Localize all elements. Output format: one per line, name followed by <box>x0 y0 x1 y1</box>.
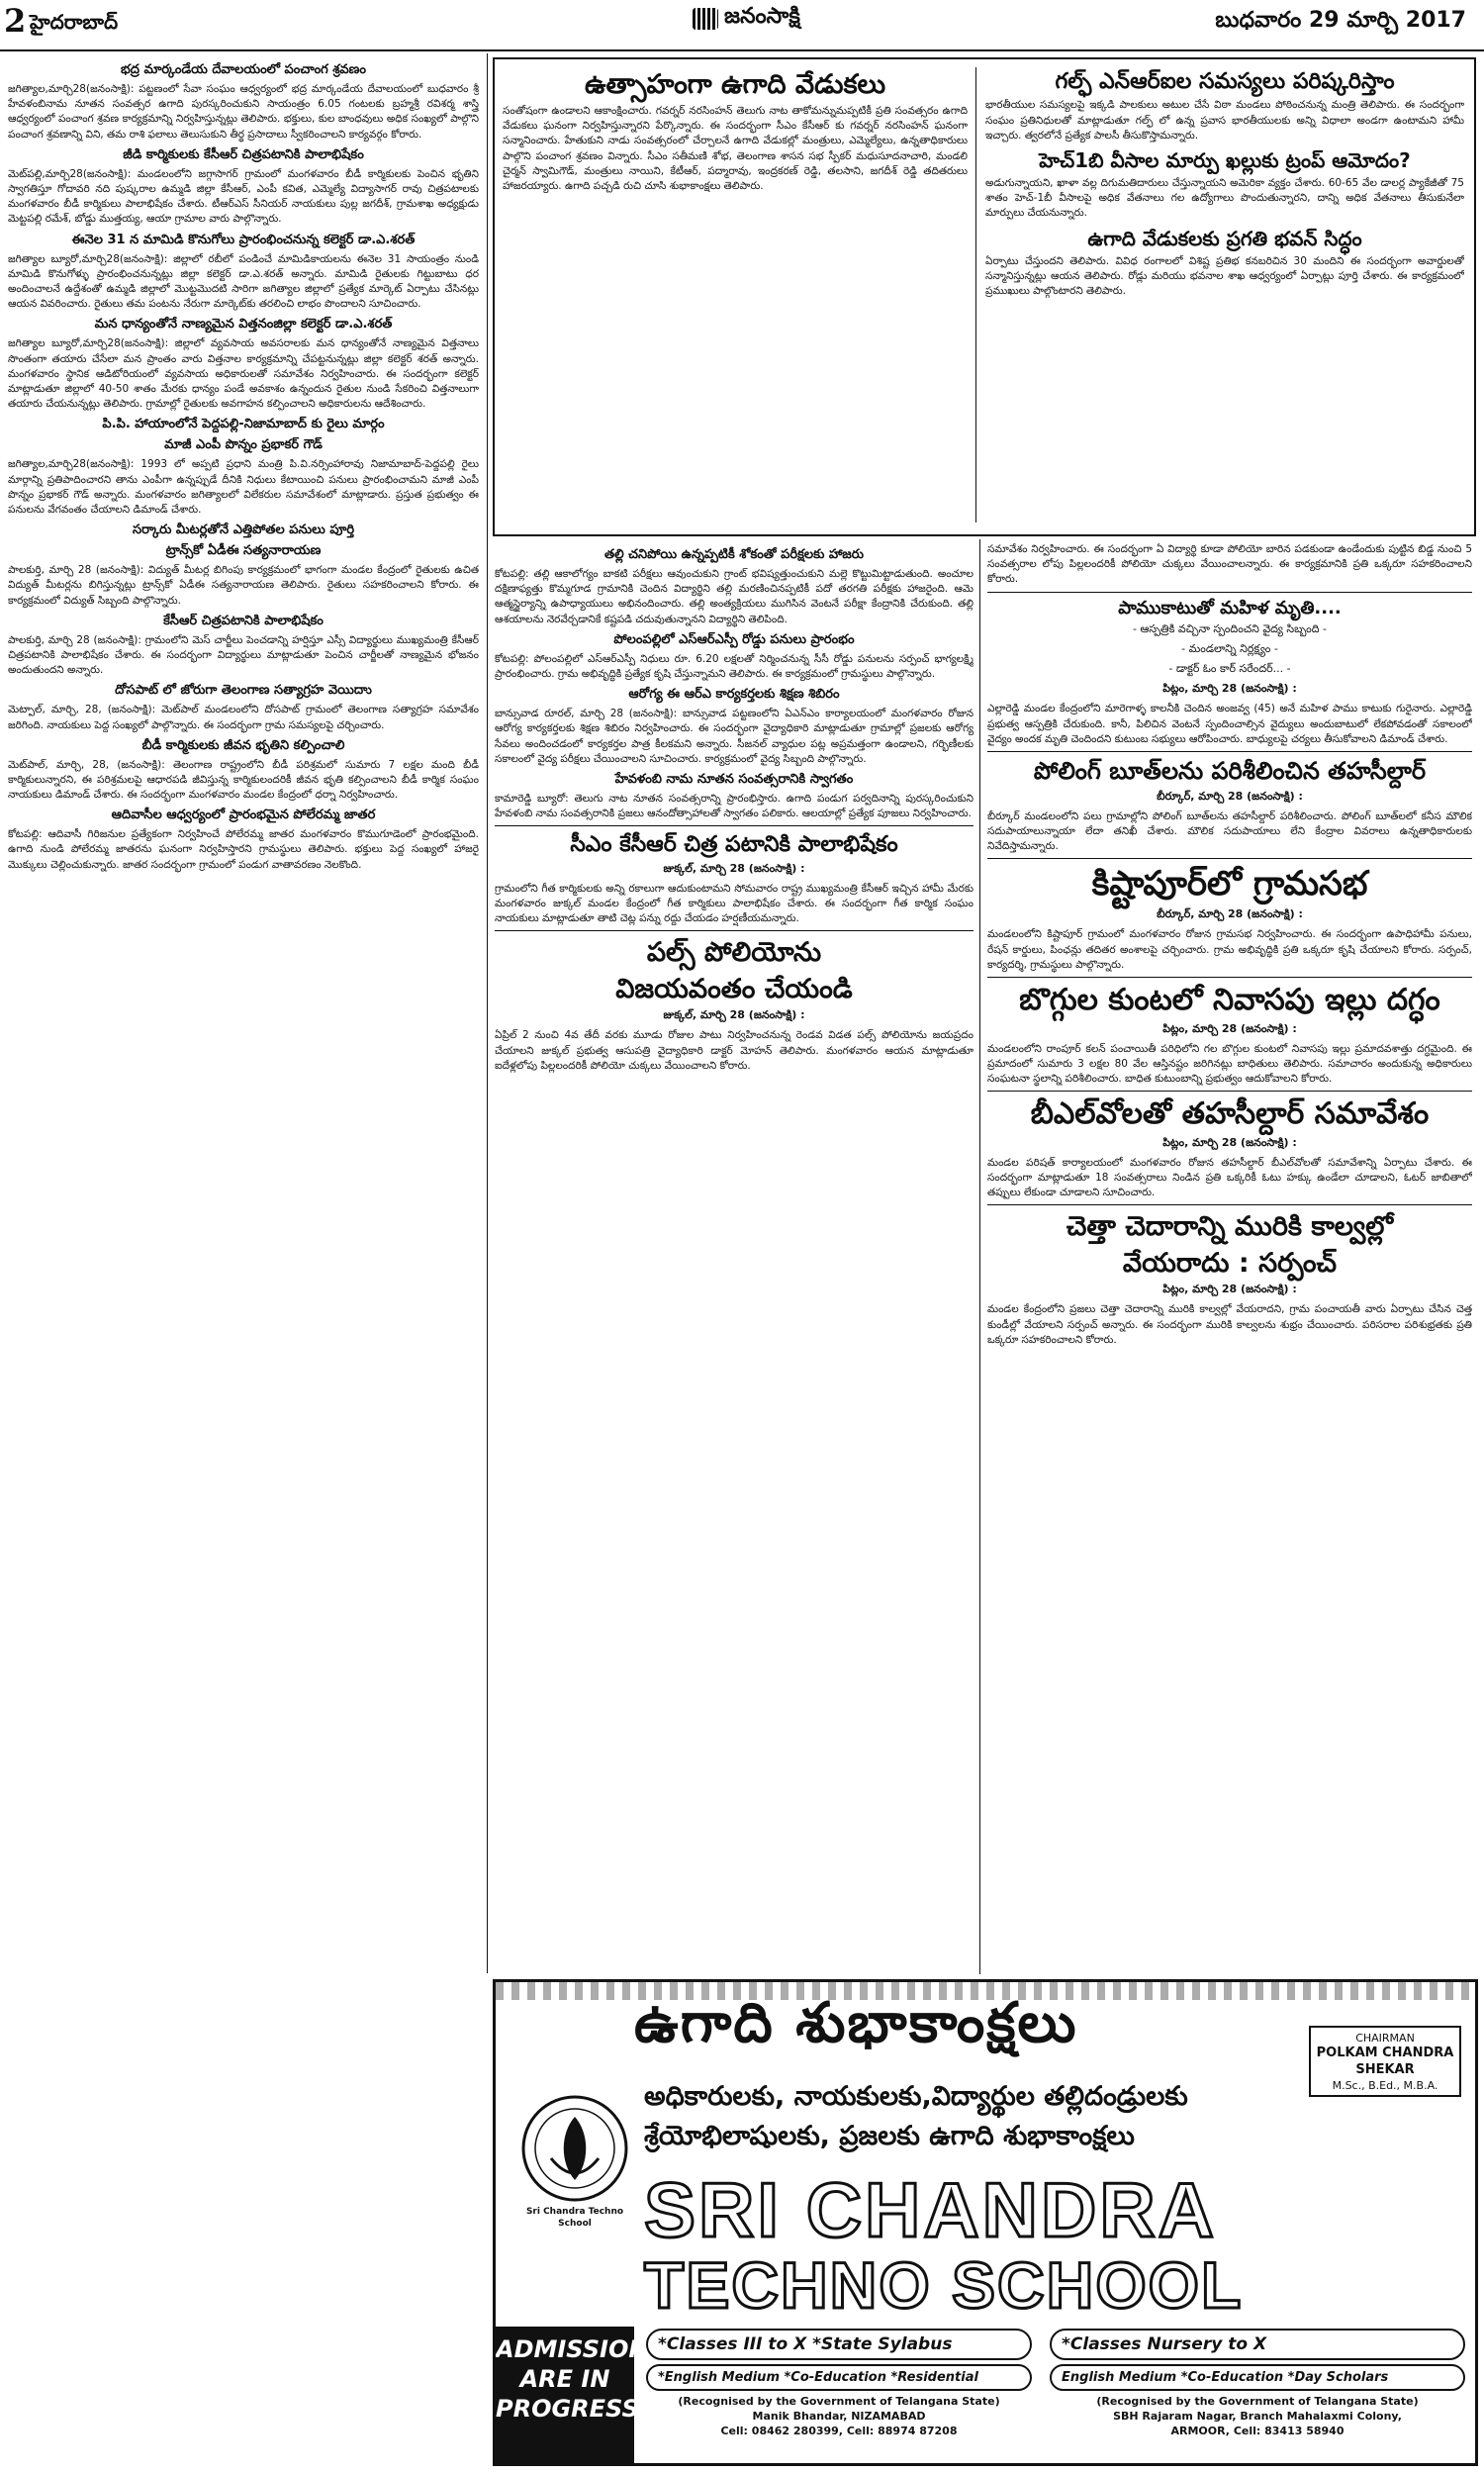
article-headline: పల్స్ పోలియోను <box>646 937 822 969</box>
article-body: ఏర్పాటు చేస్తుందని తెలిపారు. వివిధ రంగాలలో విశిష్ట ప్రతిభ కనబరిచిన 30 మందిని ఈ సందర్భంగా అవార్డులతో సన్మానిస్తున్నట్లు ఆయన తెలిపారు. రోడ్లు మరియు భవనాల శాఖ ఆధ్వర్యంలో ఏర్పాట్లు పూర్తి చేశారు. ఈ కార్యక్రమంలో ప్రముఖులు పాల్గొంటారని తెలిపారు. <box>985 254 1464 298</box>
section-rule <box>987 592 1472 593</box>
article-body: బీర్కూర్ మండలంలోని పలు గ్రామాల్లోని పోలింగ్ బూత్‌లను తహసీల్దార్ పరిశీలించారు. పోలింగ్ బూత్‌లలో కనీస మౌలిక సదుపాయాలున్నాయా లేదా తనిఖీ చేశారు. మౌలిక సదుపాయాలు లేని కేంద్రాల వివరాలు ఉన్నతాధికారులకు నివేదిస్తామన్నారు. <box>987 809 1472 853</box>
article-headline: పి.పి. హాయాంలోనే పెద్దపల్లి-నిజామాబాద్ కు రైలు మార్గం <box>102 417 385 432</box>
ad-school-name: TECHNO SCHOOL <box>644 2248 1244 2322</box>
article-headline: తల్లి చనిపోయి ఉన్నప్పటికీ శోకంతో పరీక్షలకు హాజరు <box>603 547 865 562</box>
column-middle <box>495 542 974 1973</box>
article-subheadline: ట్రాన్స్‌కో ఏడీఈ సత్యనారాయణ <box>165 543 322 559</box>
article-headline: బీడీ కార్మికులకు జీవన భృతిని కల్పించాలి <box>141 737 345 753</box>
ad-greeting-line: అధికారులకు, నాయకులకు,విద్యార్థుల తల్లిదండ్రులకు <box>644 2081 1188 2112</box>
page-number: 2 <box>4 2 27 40</box>
article-headline: ఉగాది వేడుకలకు ప్రగతి భవన్ సిద్ధం <box>1087 226 1362 250</box>
column-divider <box>975 67 976 523</box>
section-rule <box>987 977 1472 978</box>
ad-medium: English Medium *Co-Education *Day Scholars <box>1050 2364 1465 2391</box>
article-headline: గల్ఫ్ ఎన్ఆర్ఐల సమస్యలు పరిష్కరిస్తాం <box>1055 69 1395 94</box>
article-body: జగిత్యాల బ్యూరో,మార్చి28(జనంసాక్షి): జిల్లాలో వ్యవసాయ అవసరాలకు మన ధాన్యంతోనే నాణ్యమైన విత్తనాలు సొంతంగా తయారు చేసేలా మన ప్రాంతం వారు విత్తనాల కార్యక్రమాన్ని చేపట్టనున్నట్లు జిల్లా కలెక్టర్ శరత్ అన్నారు. మంగళవారం స్థానిక ఆడిటోరియంలో వ్యవసాయ అధికారులతో సమావేశం నిర్వహించారు. ఈ సందర్భంగా కలెక్టర్ మాట్లాడుతూ జిల్లాలో 40-50 శాతం మేరకు ధాన్యం పండే అవకాశం ఉన్నందున రైతుల నుండి సేకరించి విత్తనాలుగా తయారు చేయనున్నట్లు తెలిపారు. గ్రామాల్లో రైతులకు అవగాహన కల్పించాలని అధికారులను ఆదేశించారు. <box>8 337 479 411</box>
article-body: పాలకుర్తి, మార్చి 28 (జనంసాక్షి): గ్రామంలోని మెస్ చార్జీలు పెంచడాన్ని హర్షిస్తూ ఎస్సీ విద్యార్థులు ముఖ్యమంత్రి కేసీఆర్ చిత్రపటానికి పాలాభిషేకం చేశారు. ఈ సందర్భంగా విద్యార్థులు మాట్లాడుతూ పెంచిన చార్జీలతో నాణ్యమైన భోజనం అందుతుందని అన్నారు. <box>8 633 479 677</box>
article-headline: బొగ్గుల కుంటలో నివాసపు ఇల్లు దగ్ధం <box>1019 983 1440 1017</box>
article-dateline: పిట్లం, మార్చి 28 (జనంసాక్షి) : <box>1162 1135 1297 1149</box>
article-body: జగిత్యాల,మార్చి28(జనంసాక్షి): 1993 లో అప్పటి ప్రధాని మంత్రి పి.వి.నర్సింహారావు నిజామాబాద్-పెద్దపల్లి రైలు మార్గాన్ని ప్రతిపాదించారని తాను ఎంపీగా ఉన్నప్పుడే దీనికి నిధులు కేటాయించి పనులు ప్రారంభించామని మాజీ ఎంపీ పొన్నం ప్రభాకర్ గౌడ్ అన్నారు. మంగళవారం జగిత్యాలలో విలేకరుల సమావేశంలో మాట్లాడారు. ప్రస్తుత ప్రభుత్వం ఈ పనులను వేగవంతం చేయాలని డిమాండ్ చేశారు. <box>8 458 479 516</box>
article-body: మండలంలోని కిష్టాపూర్ గ్రామంలో మంగళవారం రోజున గ్రామసభ నిర్వహించారు. ఈ సందర్భంగా ఉపాధిహామీ పనులు, రేషన్ కార్డులు, పింఛన్లు తదితర అంశాలపై చర్చించారు. గ్రామ అభివృద్ధికి ప్రతి ఒక్కరూ కృషి చేయాలని కోరారు. సర్పంచ్, కార్యదర్శి, గ్రామస్థులు పాల్గొన్నారు. <box>987 928 1472 971</box>
article-headline: కిష్టాపూర్‌లో గ్రామసభ <box>1091 864 1368 904</box>
ad-classes: *Classes III to X *State Sylabus <box>646 2329 1032 2360</box>
article-body: మండల పరిషత్ కార్యాలయంలో మంగళవారం రోజున తహసీల్దార్ బీఎల్‌వోలతో సమావేశాన్ని ఏర్పాటు చేశారు. ఈ సందర్భంగా మాట్లాడుతూ 18 సంవత్సరాలు నిండిన ప్రతి ఒక్కరికీ ఓటు హక్కు ఉండేలా చూడాలని, ఓటర్ జాబితాలో తప్పులు లేకుండా చూడాలని సూచించారు. <box>987 1156 1472 1199</box>
ad-greeting-line: శ్రేయోభిలాషులకు, ప్రజలకు ఉగాది శుభాకాంక్షలు <box>644 2121 1135 2151</box>
section-rule <box>495 825 974 826</box>
ad-classes: *Classes Nursery to X <box>1050 2329 1465 2360</box>
ad-chairman-label: CHAIRMAN <box>1355 2032 1415 2045</box>
article-body: జగిత్యాల బ్యూరో,మార్చి28(జనంసాక్షి): జిల్లాలో రబీలో పండించే మామిడికాయలను ఈనెల 31 సాయంత్రం నుండి మామిడి కొనుగోళ్ళు ప్రారంభించనున్నట్లు జిల్లా కలెక్టర్ డా.ఎ.శరత్ అన్నారు. మామిడి రైతులకు గిట్టుబాటు ధర అందించాలనే ఉద్దేశంతో ఉమ్మడి జిల్లాలో మొట్టమొదటి సారిగా జగిత్యాల జిల్లాలో ప్రత్యేక మార్కెట్ ఏర్పాటు చేసినట్లు ఆయన వివరించారు. రైతులు తమ పంటను నేరుగా మార్కెట్‌కు తరలించి లాభం పొందాలని సూచించారు. <box>8 252 479 311</box>
ad-school-name: SRI CHANDRA <box>644 2166 1217 2253</box>
masthead-rule <box>0 49 1484 51</box>
article-subheadline: - మండలాన్ని నిర్లక్ష్యం - <box>1181 642 1278 656</box>
article-headline: బీఎల్‌వోలతో తహసీల్దార్ సమావేశం <box>1030 1096 1430 1132</box>
section-rule <box>987 858 1472 859</box>
ad-branch-nizamabad <box>646 2329 1032 2439</box>
article-headline: దోసపాట్ లో జోరుగా తెలంగాణ సత్యాగ్రహ వెయిదాు <box>115 683 372 699</box>
issue-date: బుధవారం 29 మార్చి 2017 <box>1215 8 1466 33</box>
article-subheadline: మాజీ ఎంపీ పొన్నం ప్రభాకర్ గౌడ్ <box>164 437 323 453</box>
article-headline: ఆరోగ్య ఈ ఆర్ఎ కార్యకర్తలకు శిక్షణ శిబిరం <box>628 687 840 703</box>
article-body: మెట్పాల్, మార్చి, 28, (జనంసాక్షి): మెట్‌పాల్ మండలంలోని దోసపాట్ గ్రామంలో తెలంగాణ సత్యాగ్రహ సమావేశం జరిగింది. నాయకులు పెద్ద సంఖ్యలో పాల్గొన్నారు. ఈ సందర్భంగా గ్రామ సమస్యలపై చర్చించారు. <box>8 704 479 731</box>
article-body: బాన్సువాడ రూరల్, మార్చి 28 (జనంసాక్షి): బాన్సువాడ పట్టణంలోని ఏఎన్ఎం కార్యాలయంలో మంగళవారం రోజున ఆరోగ్య కార్యకర్తలకు శిక్షణ శిబిరం నిర్వహించారు. ఈ సందర్భంగా వైద్యాధికారి మాట్లాడుతూ గ్రామాల్లో ప్రజలకు ఆరోగ్య సేవలు అందించడంలో కార్యకర్తల పాత్ర కీలకమని అన్నారు. సీజనల్ వ్యాధుల పట్ల అప్రమత్తంగా ఉండాలని, గర్భిణీలకు సకాలంలో వైద్య పరీక్షలు చేయించాలని సూచించారు. కార్యక్రమంలో వైద్య సిబ్బంది పాల్గొన్నారు. <box>495 708 974 765</box>
ad-chairman-name: POLKAM CHANDRA SHEKAR <box>1316 2046 1454 2078</box>
article-headline: ఉత్సాహంగా ఉగాది వేడుకలు <box>584 69 886 100</box>
article-subheadline: విజయవంతం చేయండి <box>615 974 853 1005</box>
article-body: మెట్‌పల్లి,మార్చి28(జనంసాక్షి): మండలంలోని జగ్గాసాగర్ గ్రామంలో మంగళవారం బీడీ కార్మికులకు పెంచిన భృతిని స్వాగతిస్తూ గోదావరి నది పుష్కరాల ఉమ్మడి జిల్లా కేసీఆర్, ఎంపీ కవిత, ఎమ్మెల్యే విద్యాసాగర్ రావు చిత్రపటాలకు మంగళవారం బీడీ కార్మికులు పాలాభిషేకం చేశారు. టీఆర్ఎస్ సీనియర్ నాయకులు పుల్ల జగదీశ్, గ్రామశాఖ అధ్యక్షుడు మెట్టపల్లి రమేశ్, బోడ్డు ముత్తయ్య, ఆయా గ్రామాల వారు పాల్గొన్నారు. <box>8 167 479 226</box>
article-body: మండల కేంద్రంలోని ప్రజలు చెత్తా చెదారాన్ని మురికి కాల్వల్లో వేయరాదని, గ్రామ పంచాయతీ వారు ఏర్పాటు చేసిన చెత్త కుండీల్లో వేయాలని సర్పంచ్ అన్నారు. ఈ సందర్భంగా మురికి కాల్వలను శుభ్రం చేయించారు. పరిసరాల పరిశుభ్రతకు ప్రతి ఒక్కరూ సహకరించాలని కోరారు. <box>987 1303 1472 1346</box>
article-dateline: బీర్కూర్, మార్చి 28 (జనంసాక్షి) : <box>1157 907 1303 921</box>
article-headline: పోలింగ్ బూత్‌లను పరిశీలించిన తహసీల్దార్ <box>1033 757 1427 785</box>
article-headline: మన ధాన్యంతోనే నాణ్యమైన విత్తనంజిల్లా కలెక్టర్ డా.ఎ.శరత్ <box>94 317 393 333</box>
article-dateline: పిట్లం, మార్చి 28 (జనంసాక్షి) : <box>1162 1283 1297 1296</box>
school-advertisement <box>493 1979 1478 2466</box>
page-city: హైదరాబాద్ <box>30 10 119 34</box>
article-body: సంతోషంగా ఉండాలని ఆకాంక్షించారు. గవర్నర్ నరసింహన్ తెలుగు నాట తాకోమన్నుమప్పటికీ ప్రతి సంవత్సరం ఉగాది వేడుకలు ఘనంగా నిర్వహిస్తున్నారని పేర్కొన్నారు. ఈ సందర్భంగా సీఎం కేసీఆర్ కు గవర్నర్ నరసింహన్ ఘనంగా సన్మానించారు. హేతుకుని నాడు సంవత్సరంలో చేర్చాలనే ఉగాది వేడుకల్లో మంత్రులు, ఎమ్మెల్యేలు, ఉన్నతాధికారులు పాల్గొని పంచాంగ శ్రవణం విన్నారు. సీఎం సతీమణి శోభ, తెలంగాణ శాసన సభ స్పీకర్ మధుసూదనాచారి, మండలి చైర్మన్ స్వామిగౌడ్, మంత్రులు నాయిని, కేటీఆర్, పద్మారావు, ఇంద్రకరణ్ రెడ్డి, తలసాని, జగదీశ్ రెడ్డి తదితరులు హాజరయ్యారు. ఉగాది పచ్చడి రుచి చూసి శుభాకాంక్షలు తెలిపారు. <box>503 105 968 193</box>
article-subheadline: వేయరాదు : సర్పంచ్ <box>1122 1248 1338 1280</box>
article-headline: ఈనెల 31 న మామిడి కొనుగోలు ప్రారంభించనున్న కలెక్టర్ డా.ఎ.శరత్ <box>71 232 416 247</box>
article-dateline: పిట్లం, మార్చి 28 (జనంసాక్షి) : <box>1162 1021 1297 1035</box>
column-right <box>987 542 1472 1973</box>
ad-chairman-box <box>1309 2026 1461 2097</box>
top-story-box <box>493 57 1476 536</box>
section-rule <box>495 930 974 931</box>
article-body: గ్రామంలోని గీత కార్మికులకు అన్ని రకాలుగా ఆదుకుంటామని సోమవారం రాష్ట్ర ముఖ్యమంత్రి కేసీఆర్ ఇచ్చిన హామీ మేరకు మంగళవారం జుక్కల్ మండల కేంద్రంలో గీత కార్మికులు పాలాభిషేకం చేశారు. ఈ సందర్భంగా గీత కార్మిక సంఘం నాయకులు మాట్లాడుతూ తాటి చెట్ల పన్ను రద్దు చేయడం హర్షణీయమన్నారు. <box>495 882 974 925</box>
ad-branch-armoor <box>1050 2329 1465 2439</box>
ad-address: Manik Bhandar, NIZAMABAD <box>752 2409 926 2423</box>
article-dateline: పిట్లం, మార్చి 28 (జనంసాక్షి) : <box>1162 682 1297 696</box>
masthead <box>0 0 1484 49</box>
section-rule <box>987 1091 1472 1092</box>
article-headline: చెత్తా చెదారాన్ని మురికి కాల్వల్లో <box>1066 1211 1394 1243</box>
article-body: మండలంలోని రాంపూర్ కలన్ పంచాయితీ పరిధిలోని గల బొగ్గుల కుంటలో నివాసపు ఇల్లు ప్రమాదవశాత్తు దగ్ధమైంది. ఈ ప్రమాదంలో సుమారు 3 లక్షల 80 వేల ఆస్తినష్టం జరిగినట్లు బాధితులు తెలిపారు. సమాచారం అందుకున్న అధికారులు సంఘటనా స్థలాన్ని పరిశీలించారు. బాధిత కుటుంబాన్ని ప్రభుత్వం ఆదుకోవాలని కోరారు. <box>987 1042 1472 1085</box>
article-headline: కేసీఆర్ చిత్రపటానికి పాలాభిషేకం <box>163 613 324 628</box>
article-body: కోటపల్లి: పోలంపల్లిలో ఎస్ఆర్ఎస్పీ నిధులు రూ. 6.20 లక్షలతో నిర్మించనున్న సీసీ రోడ్డు పనులను సర్పంచ్ భాగ్యలక్ష్మి ప్రారంభించారు. గ్రామ అభివృద్ధికి ప్రత్యేక కృషి చేస్తున్నామని తెలిపారు. ఈ కార్యక్రమంలో గ్రామస్థులు పాల్గొన్నారు. <box>495 652 974 680</box>
article-headline: పాముకాటుతో మహిళ మృతి.... <box>1118 597 1342 618</box>
logo-icon <box>693 8 718 30</box>
paper-name: జనంసాక్షి <box>724 4 800 29</box>
top-story-left <box>503 63 968 528</box>
ad-address: SBH Rajaram Nagar, Branch Mahalaxmi Colony, <box>1113 2409 1402 2423</box>
article-body: భారతీయుల సమస్యలపై ఇక్కడి పాలకులు అటుల చేసే విఠా మండలు పోఠించనున్న మంత్రి తెలిపారు. ఈ సందర్భంగా సంఘం ప్రతినిధులతో మాట్లాడుతూ గల్ఫ్ లో ఉన్న ప్రవాస భారతీయులకు అన్ని విధాలా అండగా ఉంటామని హామీ ఇచ్చారు. త్వరలోనే ప్రత్యేక పాలసీ తీసుకొస్తామన్నారు. <box>985 99 1464 142</box>
article-body: ఏప్రిల్ 2 నుంచి 4వ తేదీ వరకు మూడు రోజుల పాటు నిర్వహించనున్న రెండవ విడత పల్స్ పోలియోను జయప్రదం చేయాలని జుక్కల్ ప్రభుత్వ ఆసుపత్రి వైద్యాధికారి డాక్టర్ మోహన్ తెలిపారు. మంగళవారం ఆయన మాట్లాడుతూ ఐదేళ్లలోపు పిల్లలందరికీ పోలియో చుక్కలు వేయించాలని కోరారు. <box>495 1029 974 1072</box>
article-body: కామారెడ్డి బ్యూరో: తెలుగు నాట నూతన సంవత్సరాన్ని ప్రారంభిస్తారు. ఉగాది పండుగ పర్వదినాన్ని పురస్కరించుకుని హేవళంబి నామ సంవత్సరానికి ప్రజలు ఆనందోత్సాహాలతో స్వాగతం పలికారు. ఆలయాల్లో ప్రత్యేక పూజలు నిర్వహించారు. <box>495 792 974 820</box>
article-headline: జీడి కార్మికులకు కేసీఆర్ చిత్రపటానికి పాలాభిషేకం <box>123 146 364 162</box>
column-divider <box>979 539 980 1974</box>
section-rule <box>987 751 1472 752</box>
article-dateline: జుక్కల్, మార్చి 28 (జనంసాక్షి) : <box>663 1008 805 1022</box>
article-body: మెట్‌పాల్, మార్చి, 28, (జనంసాక్షి): తెలంగాణ రాష్ట్రంలోని బీడీ పరిశ్రమలో సుమారు 7 లక్షల మంది బీడీ కార్మికులున్నారని, ఈ పరిశ్రమలపై ఆధారపడి జీవిస్తున్న కార్మికులందరికీ జీవన భృతి కల్పించాలని బీడీ కార్మిక సంఘం నాయకులు డిమాండ్ చేశారు. ఈ సందర్భంగా మంగళవారం మండల కేంద్రంలో ధర్నా నిర్వహించారు. <box>8 758 479 802</box>
article-body: అడుగున్నాయని, ఖాళా వల్ల దిగుమతిదారులు చేస్తున్నాయని అమెరికా వ్యక్తం చేశారు. 60-65 వేల డాలర్ల ప్యాకేజీతో 75 శాతం హెచ్-1బీ వీసాలపై అధిక వేతనాలు గల ఉద్యోగాలు పొందుతున్నారని, దాన్ని అధిక వేతనాలు తీసుకునేలా మార్పులు చేయనున్నారు. <box>985 176 1464 220</box>
top-story-right <box>985 63 1464 528</box>
ad-chairman-degree: M.Sc., B.Ed., M.B.A. <box>1332 2079 1438 2093</box>
article-body: పాలకుర్తి, మార్చి 28 (జనంసాక్షి): విద్యుత్ మీటర్ల బిగింపు కార్యక్రమంలో భాగంగా మండల కేంద్రంలో రైతులకు ఉచిత విద్యుత్ మీటర్లను బిగిస్తున్నట్లు ట్రాన్స్‌కో ఏడీఈ సత్యనారాయణ తెలిపారు. రైతులు సహకరించాలని కోరారు. ఈ కార్యక్రమంలో విద్యుత్ సిబ్బంది పాల్గొన్నారు. <box>8 564 479 607</box>
article-body: జగిత్యాల,మార్చి28(జనంసాక్షి): పట్టణంలో సేవా సంఘం ఆధ్వర్యంలో భద్ర మార్కండేయ దేవాలయంలో బుధవారం శ్రీ హేవళంబినామ నూతన సంవత్సర ఉగాది పురస్కరించుకుని సాయంత్రం 6.05 గంటలకు బ్రహ్మశ్రీ రవిశర్మ శాస్త్రి ఆధ్వర్యంలో పంచాంగ శ్రవణ కార్యక్రమాన్ని నిర్వహిస్తున్నట్లు తెలిపారు. భక్తులు, కుల బాంధవులు అధిక సంఖ్యలో పాల్గొని పంచాంగ శ్రవణాన్ని విని, తమ రాశి ఫలాలు తెలుసుకుని తీర్థ ప్రసాదాలు స్వీకరించాలని కార్యవర్గం కోరారు. <box>8 82 479 141</box>
ad-phone: Cell: 08462 280399, Cell: 88974 87208 <box>720 2424 958 2437</box>
article-body: ఎల్లారెడ్డి మండల కేంద్రంలోని మారెగాళ్ళ కాలనీకి చెందిన అంజవ్వ (45) అనే మహిళ పాము కాటుకు గురైనారు. ఎల్లారెడ్డి ప్రభుత్వ ఆస్పత్రికి చేరుకుంది. కానీ, పిలిచిన వెంటనే స్పందించాల్సిన వైద్యులు అందుబాటులో లేకపోవడంతో సకాలంలో వైద్యం అందక మృతి చెందిందని కుటుంబ సభ్యులు ఆరోపించారు. బాధ్యులపై చర్యలు తీసుకోవాలని డిమాండ్ చేశారు. <box>987 703 1472 745</box>
school-emblem-icon <box>515 2089 634 2237</box>
ad-recognition: (Recognised by the Government of Telangana State) <box>1096 2395 1419 2408</box>
article-headline: ఆదివాసీల ఆధ్వర్యంలో ప్రారంభమైన పోలేరమ్మ జాతర <box>111 808 376 823</box>
article-body: కోటపల్లి: ఆదివాసీ గిరిజనుల ప్రత్యేకంగా నిర్వహించే పోలేరమ్మ జాతర మంగళవారం కొముగూడెంలో ప్రారంభమైంది. ఉగాది నుండి పోలేరమ్మ జాతరను ఘనంగా నిర్వహిస్తారని గ్రామస్థులు తెలిపారు. భక్తులు పెద్ద సంఖ్యలో హాజరై మొక్కులు చెల్లించుకున్నారు. జాతర సందర్భంగా గ్రామంలో పండుగ వాతావరణం నెలకొంది. <box>8 828 479 871</box>
article-headline: భద్ర మార్కండేయ దేవాలయంలో పంచాంగ శ్రవణం <box>120 62 367 77</box>
ad-emblem-caption: Sri Chandra Techno School <box>525 2207 624 2230</box>
ad-medium: *English Medium *Co-Education *Residential <box>646 2364 1032 2391</box>
section-rule <box>987 1204 1472 1205</box>
article-headline: హేవళంబి నామ నూతన సంవత్సరానికి స్వాగతం <box>614 772 854 787</box>
column-divider <box>487 53 488 1973</box>
article-body: సమావేశం నిర్వహించారు. ఈ సందర్భంగా ఏ విద్యార్థి కూడా పోలియో బారిన పడకుండా ఉండేందుకు పుట్టిన బిడ్డ నుంచి 5 సంవత్సరాల లోపు పిల్లలందరికీ పోలియో చుక్కలు వేయించాలన్నారు. ఈ కార్యక్రమానికి ప్రతి ఒక్కరూ సహకరించాలని కోరారు. <box>987 543 1472 586</box>
article-headline: సీఎం కేసీఆర్ చిత్ర పటానికి పాలాభిషేకం <box>570 832 898 858</box>
article-dateline: జుక్కల్, మార్చి 28 (జనంసాక్షి) : <box>663 861 805 875</box>
paper-logo <box>693 4 800 34</box>
ad-ugadi-title: ఉగాది శుభాకాంక్షలు <box>634 1990 1078 2055</box>
ad-phone: ARMOOR, Cell: 83413 58940 <box>1170 2424 1345 2437</box>
ad-recognition: (Recognised by the Government of Telangana State) <box>678 2395 1000 2408</box>
article-headline: సర్కారు మీటర్లతోనే ఎత్తిపోతల పనులు పూర్తి <box>132 523 355 538</box>
article-subheadline: - ఆస్పత్రికి వచ్చినా స్పందించని వైద్య సిబ్బంది - <box>1133 622 1327 636</box>
article-headline: హెచ్1బి వీసాల మార్పు ఖల్లుకు ట్రంప్ ఆమోదం? <box>1039 147 1411 172</box>
column-left <box>8 57 479 2462</box>
article-subheadline: - డాక్టర్ ఓం కార్ సరేందర్... - <box>1168 662 1291 676</box>
ad-admission-banner: ADMISSION ARE IN PROGRESS <box>496 2327 634 2466</box>
article-dateline: బీర్కూర్, మార్చి 28 (జనంసాక్షి) : <box>1157 789 1303 803</box>
article-body: కోటపల్లి: తల్లి ఆకాలోగ్యం బాకటి పరీక్షలు ఆవుంచుకుని గ్రాంట్ భవిష్యత్తుంచుకుని మల్లె కొట్టుమిట్టాడుతుంది. అంచూల దక్షిణాఫ్యత్తు కొమ్మగూడ గ్రామానికి చెందిన విద్యార్థిని తల్లి మరణించినప్పటికీ పదో తరగతి పరీక్షకు హాజరైంది. ఆమె ఆత్మస్థైర్యాన్ని ఉపాధ్యాయులు అభినందించారు. తల్లి అంత్యక్రియలు ముగిసిన వెంటనే పరీక్షా కేంద్రానికి చేరుకుంది. తల్లి ఆశయాలను నెరవేర్చడానికే కష్టపడి చదువుతున్నానని విద్యార్థిని తెలిపింది. <box>495 567 974 625</box>
article-headline: పోలంపల్లిలో ఎస్ఆర్ఎస్పీ రోడ్డు పనులు ప్రారంభం <box>613 631 855 647</box>
